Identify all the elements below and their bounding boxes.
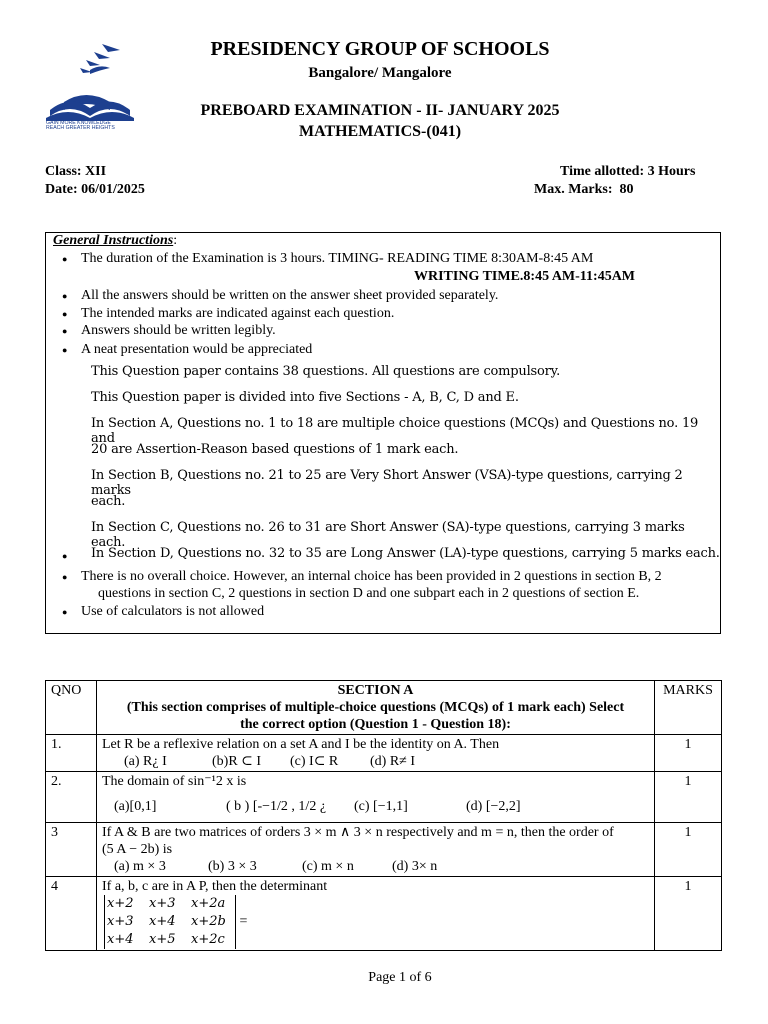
table-row: 2. The domain of sin⁻¹2 x is (a)[0,1] ( b ) [-−1/2 , 1/2 ¿ (c) [−1,1] (d) [−2,2] 1 (46, 772, 722, 823)
subject-title: MATHEMATICS-(041) (298, 123, 462, 140)
bullet-icon: ● (62, 309, 68, 319)
instruction-item: WRITING TIME.8:45 AM-11:45AM (414, 269, 636, 284)
exam-title: PREBOARD EXAMINATION - II- JANUARY 2025 (200, 102, 560, 119)
bullet-icon: ● (62, 291, 68, 301)
question-2: The domain of sin⁻¹2 x is (a)[0,1] ( b ) [-−1/2 , 1/2 ¿ (c) [−1,1] (d) [−2,2] (97, 772, 655, 823)
instruction-item: questions in section C, 2 questions in section D and one subpart each in 2 questions of section E. (98, 586, 640, 601)
determinant: x+2 x+3 x+2a x+3 x+4 x+2b x+4 x+5 x+2c (104, 895, 236, 949)
question-3: If A & B are two matrices of orders 3 × m ∧ 3 × n respectively and m = n, then the order of (5 A − 2b) is (a) m × 3 (b) 3 × 3 (c) m × n (d) 3× n (97, 823, 655, 877)
general-instructions (45, 232, 721, 634)
instruction-paragraph: In Section B, Questions no. 21 to 25 are Very Short Answer (VSA)-type questions, carrying 2 marks (91, 468, 683, 498)
bullet-icon: ● (62, 607, 68, 617)
instruction-paragraph: 20 are Assertion-Reason based questions of 1 mark each. (91, 442, 459, 457)
svg-text:REACH GREATER HEIGHTS: REACH GREATER HEIGHTS (46, 125, 115, 130)
instruction-item: All the answers should be written on the answer sheet provided separately. (81, 288, 499, 303)
marks-header: MARKS (655, 681, 722, 735)
table-header-row (46, 681, 722, 735)
bullet-icon: ● (62, 345, 68, 355)
bullet-icon: ● (62, 572, 68, 582)
date-label: Date: 06/01/2025 (45, 182, 145, 197)
section-header: SECTION A (This section comprises of multiple-choice questions (MCQs) of 1 mark each) Select the correct option (Question 1 - Question 18): (97, 681, 655, 735)
time-allotted: Time allotted: 3 Hours (560, 164, 696, 179)
instruction-item: A neat presentation would be appreciated (81, 342, 313, 357)
instructions-heading: General Instructions: (53, 233, 178, 248)
page-number: Page 1 of 6 (368, 970, 432, 985)
class-label: Class: XII (45, 164, 107, 179)
school-location: Bangalore/ Mangalore (308, 65, 452, 81)
svg-text:GAIN MORE KNOWLEDGE: GAIN MORE KNOWLEDGE (46, 120, 111, 126)
table-row: 1. Let R be a reflexive relation on a set A and I be the identity on A. Then (a) R¿ I (b)R ⊂ I (c) I⊂ R (d) R≠ I 1 (46, 735, 722, 772)
instruction-paragraph: In Section D, Questions no. 32 to 35 are Long Answer (LA)-type questions, carrying 5 marks each. (91, 546, 720, 561)
school-name: PRESIDENCY GROUP OF SCHOOLS (210, 38, 550, 60)
max-marks: Max. Marks: 80 (534, 182, 634, 197)
instruction-item: The duration of the Examination is 3 hours. TIMING- READING TIME 8:30AM-8:45 AM (81, 251, 594, 266)
bullet-icon: ● (62, 551, 68, 561)
instruction-item: There is no overall choice. However, an internal choice has been provided in 2 questions in section B, 2 (81, 569, 662, 584)
instruction-item: Answers should be written legibly. (81, 323, 276, 338)
instruction-paragraph: This Question paper is divided into five Sections - A, B, C, D and E. (91, 390, 519, 405)
section-a-table (45, 680, 722, 951)
bullet-icon: ● (62, 326, 68, 336)
question-1: Let R be a reflexive relation on a set A and I be the identity on A. Then (a) R¿ I (b)R ⊂ I (c) I⊂ R (d) R≠ I (97, 735, 655, 772)
instruction-item: Use of calculators is not allowed (81, 604, 265, 619)
instruction-paragraph: In Section C, Questions no. 26 to 31 are Short Answer (SA)-type questions, carrying 3 marks each. (91, 520, 685, 550)
instruction-paragraph: In Section A, Questions no. 1 to 18 are multiple choice questions (MCQs) and Questions no. 19 and (91, 416, 699, 446)
instruction-paragraph: each. (91, 494, 126, 509)
question-4: If a, b, c are in A P, then the determinant x+2 x+3 x+2a x+3 x+4 x+2b x+4 x+5 x+2c = (97, 877, 655, 951)
bullet-icon: ● (62, 254, 68, 264)
qno-header: QNO (46, 681, 97, 735)
table-row: 3 If A & B are two matrices of orders 3 × m ∧ 3 × n respectively and m = n, then the order of (5 A − 2b) is (a) m × 3 (b) 3 × 3 (c) m × n (d) 3× n 1 (46, 823, 722, 877)
table-row: 4 If a, b, c are in A P, then the determinant x+2 x+3 x+2a x+3 x+4 x+2b x+4 x+5 x+2c = 1 (46, 877, 722, 951)
instruction-item: The intended marks are indicated against each question. (81, 306, 395, 321)
instruction-paragraph: This Question paper contains 38 questions. All questions are compulsory. (91, 364, 561, 379)
